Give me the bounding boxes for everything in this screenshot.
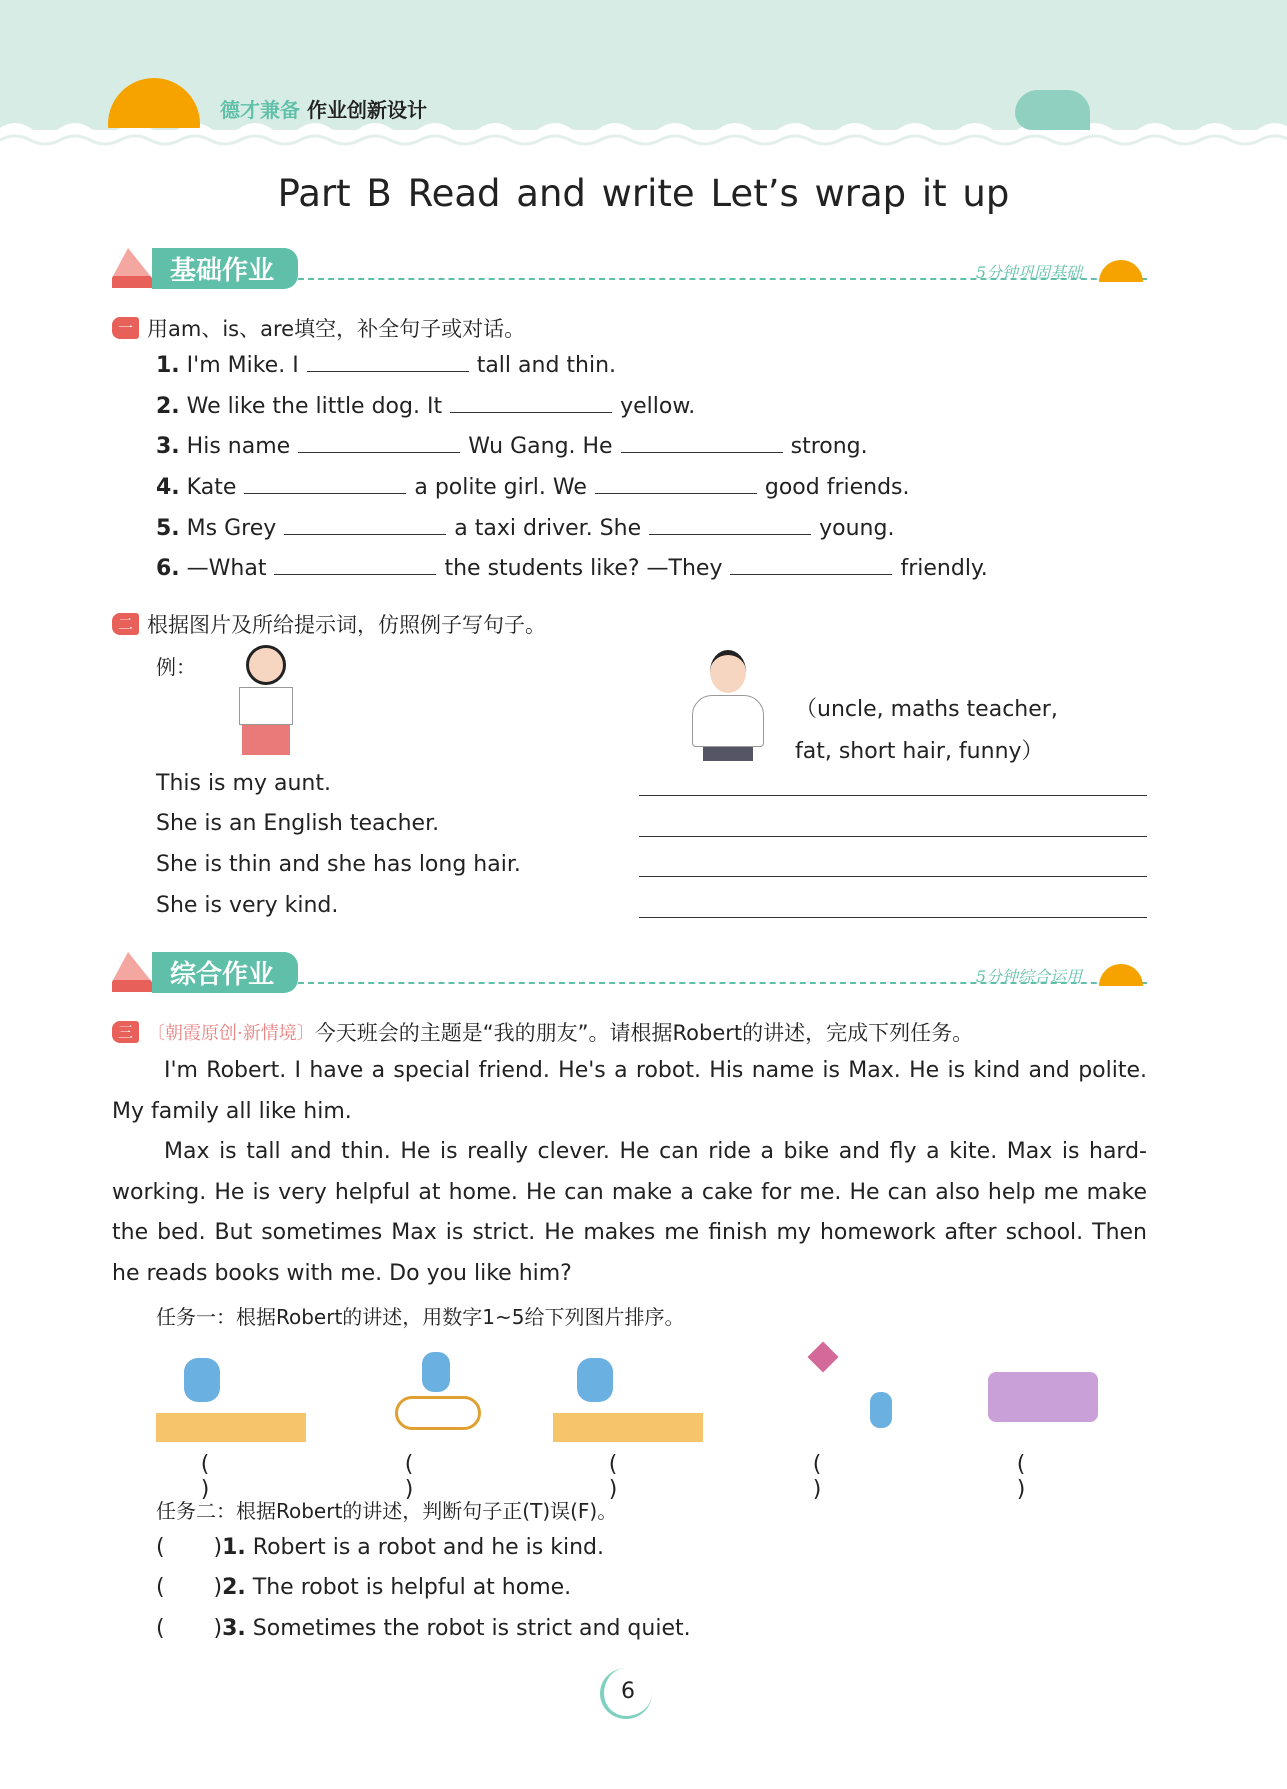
question-number: 一 xyxy=(112,317,139,339)
header-brand xyxy=(220,94,427,123)
writing-line[interactable] xyxy=(639,836,1147,837)
tf-answer-box[interactable]: ( ) xyxy=(156,1575,223,1600)
order-answer[interactable]: ( ) xyxy=(1016,1452,1058,1502)
section-label: 基础作业 xyxy=(152,248,298,289)
example-sentence: She is very kind. xyxy=(156,893,339,918)
hint-line-2: fat, short hair, funny） xyxy=(795,739,1044,764)
tf-item-3: ( )3. Sometimes the robot is strict and quiet. xyxy=(156,1616,691,1641)
q1-item-5: 5. Ms Grey a taxi driver. She young. xyxy=(156,516,895,541)
passage-paragraph-1: I'm Robert. I have a special friend. He's a robot. His name is Max. He is kind and polite. My family all like him. xyxy=(112,1058,1147,1124)
answer-blank[interactable] xyxy=(730,573,892,575)
section-subtitle: 5分钟巩固基础 xyxy=(975,263,1082,282)
answer-blank[interactable] xyxy=(307,370,469,372)
order-answer[interactable]: ( ) xyxy=(812,1452,854,1502)
q1-item-1: 1. I'm Mike. I tall and thin. xyxy=(156,353,617,378)
task-2: 任务二：根据Robert的讲述，判断句子正(T)误(F)。 xyxy=(156,1499,618,1523)
brand-dark: 作业创新设计 xyxy=(306,98,427,122)
section-banner-comprehensive xyxy=(112,952,1147,992)
answer-blank[interactable] xyxy=(595,492,757,494)
question-number: 二 xyxy=(112,613,139,635)
question-instruction: 根据图片及所给提示词，仿照例子写句子。 xyxy=(147,613,547,637)
passage-paragraph-2: Max is tall and thin. He is really clever. He can ride a bike and fly a kite. Max is hard-working. He is very helpful at home. He can make a cake for me. He can also help me make the bed. But sometimes Max is strict. He makes me finish my homework after school. Then he reads books with me. Do you like him? xyxy=(112,1139,1147,1286)
order-answer[interactable]: ( ) xyxy=(404,1452,446,1502)
example-sentence: She is thin and she has long hair. xyxy=(156,852,521,877)
answer-blank[interactable] xyxy=(284,533,446,535)
question-1-heading xyxy=(112,313,525,343)
sailboat-icon xyxy=(112,248,152,288)
order-answer[interactable]: ( ) xyxy=(608,1452,650,1502)
robot-bed-picture xyxy=(982,1346,1132,1442)
tf-answer-box[interactable]: ( ) xyxy=(156,1616,223,1641)
section-subtitle: 5分钟综合运用 xyxy=(975,967,1082,986)
tf-answer-box[interactable]: ( ) xyxy=(156,1535,223,1560)
page-title: Part B Read and write Let’s wrap it up xyxy=(277,172,1010,215)
brand-green: 德才兼备 xyxy=(220,98,300,122)
q1-item-2: 2. We like the little dog. It yellow. xyxy=(156,394,696,419)
uncle-illustration xyxy=(688,650,768,765)
robot-bike-picture xyxy=(380,1346,530,1442)
q1-item-4: 4. Kate a polite girl. We good friends. xyxy=(156,475,910,500)
aunt-illustration xyxy=(228,645,304,757)
answer-blank[interactable] xyxy=(274,573,436,575)
tf-item-2: ( )2. The robot is helpful at home. xyxy=(156,1575,572,1600)
question-2-heading xyxy=(112,609,546,639)
page-number: 6 xyxy=(600,1668,652,1719)
example-sentence: This is my aunt. xyxy=(156,771,331,796)
question-3-heading xyxy=(112,1017,973,1047)
order-answer[interactable]: ( ) xyxy=(200,1452,242,1502)
question-instruction: 用am、is、are填空，补全句子或对话。 xyxy=(147,317,526,341)
whale-icon xyxy=(1015,90,1090,130)
task-1: 任务一：根据Robert的讲述，用数字1~5给下列图片排序。 xyxy=(156,1305,685,1329)
question-instruction: 今天班会的主题是“我的朋友”。请根据Robert的讲述，完成下列任务。 xyxy=(314,1021,974,1045)
section-banner-basic xyxy=(112,248,1147,288)
hint-line-1: （uncle, maths teacher, xyxy=(795,697,1058,722)
robot-kite-picture xyxy=(772,1346,922,1442)
answer-blank[interactable] xyxy=(621,451,783,453)
example-label: 例： xyxy=(156,655,196,679)
answer-blank[interactable] xyxy=(649,533,811,535)
answer-blank[interactable] xyxy=(298,451,460,453)
writing-line[interactable] xyxy=(639,876,1147,877)
writing-line[interactable] xyxy=(639,917,1147,918)
sailboat-icon xyxy=(112,952,152,992)
q1-item-6: 6. —What the students like? —They friendly. xyxy=(156,556,988,581)
question-source: 〔朝霞原创·新情境〕 xyxy=(147,1023,315,1044)
robot-cake-picture xyxy=(553,1346,703,1442)
writing-line[interactable] xyxy=(639,795,1147,796)
robot-homework-picture xyxy=(156,1346,306,1442)
answer-blank[interactable] xyxy=(244,492,406,494)
section-label: 综合作业 xyxy=(152,952,298,993)
answer-blank[interactable] xyxy=(450,411,612,413)
q1-item-3: 3. His name Wu Gang. He strong. xyxy=(156,434,868,459)
example-sentence: She is an English teacher. xyxy=(156,811,440,836)
tf-item-1: ( )1. Robert is a robot and he is kind. xyxy=(156,1535,605,1560)
question-number: 三 xyxy=(112,1021,139,1043)
